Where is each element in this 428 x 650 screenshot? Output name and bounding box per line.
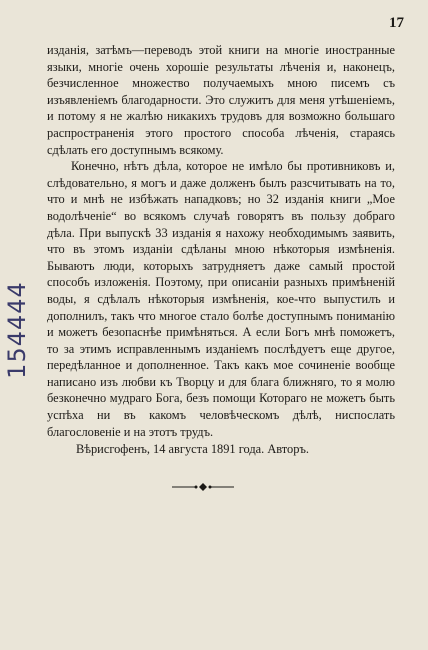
stamp-number: 154444 xyxy=(3,281,31,379)
body-text xyxy=(47,42,395,440)
library-stamp xyxy=(3,235,31,425)
page-number: 17 xyxy=(389,15,404,31)
ornament-divider-icon xyxy=(172,482,234,492)
paragraph: Конечно, нѣтъ дѣла, которое не имѣло бы противниковъ и, слѣдовательно, я могъ и даже долженъ былъ разсчитывать на то, что и мнѣ не избѣжать нападковъ; но 32 изданія книги „Мое водолѣченіе“ во всякомъ случаѣ говорятъ въ пользу добраго дѣла. При выпускѣ 33 изданія я нахожу необходимымъ заявить, что въ этомъ изданіи сдѣланы мною нѣкоторыя измѣненія. Бываютъ люди, которыхъ затрудняетъ даже самый простой способъ изложенія. Поэтому, при описаніи разныхъ примѣненій воды, я сдѣлалъ нѣкоторыя измѣненія, кое-что выпустилъ и дополнилъ, такъ что многое стало болѣе доступнымъ пониманію и можетъ безопаснѣе примѣняться. А если Богъ мнѣ поможетъ, то за этимъ исправленнымъ изданіемъ послѣдуетъ еще другое, передѣланное и дополненное. Такъ какъ мое сочиненіе вообще написано изъ любви къ Творцу и для блага ближняго, то я молю безконечно мудраго Бога, безъ помощи Котораго не можетъ быть успѣха ни въ какомъ человѣческомъ дѣлѣ, ниспослать благословеніе и на этотъ трудъ. xyxy=(47,159,395,439)
paragraph-continued: изданія, затѣмъ—переводъ этой книги на многіе иностранные языки, многіе очень хорошіе результаты лѣченія и, наконецъ, безчисленное множество получаемыхъ мною писемъ съ изъявленіемъ благодарности. Это служитъ для меня утѣшеніемъ, и потому я не жалѣю никакихъ трудовъ для возможно большаго распространенія этого простого способа лѣченія, стараясь сдѣлать его доступнымъ всякому. xyxy=(47,43,395,157)
signature-line: Вѣрисгофенъ, 14 августа 1891 года. Авторъ. xyxy=(76,442,309,456)
